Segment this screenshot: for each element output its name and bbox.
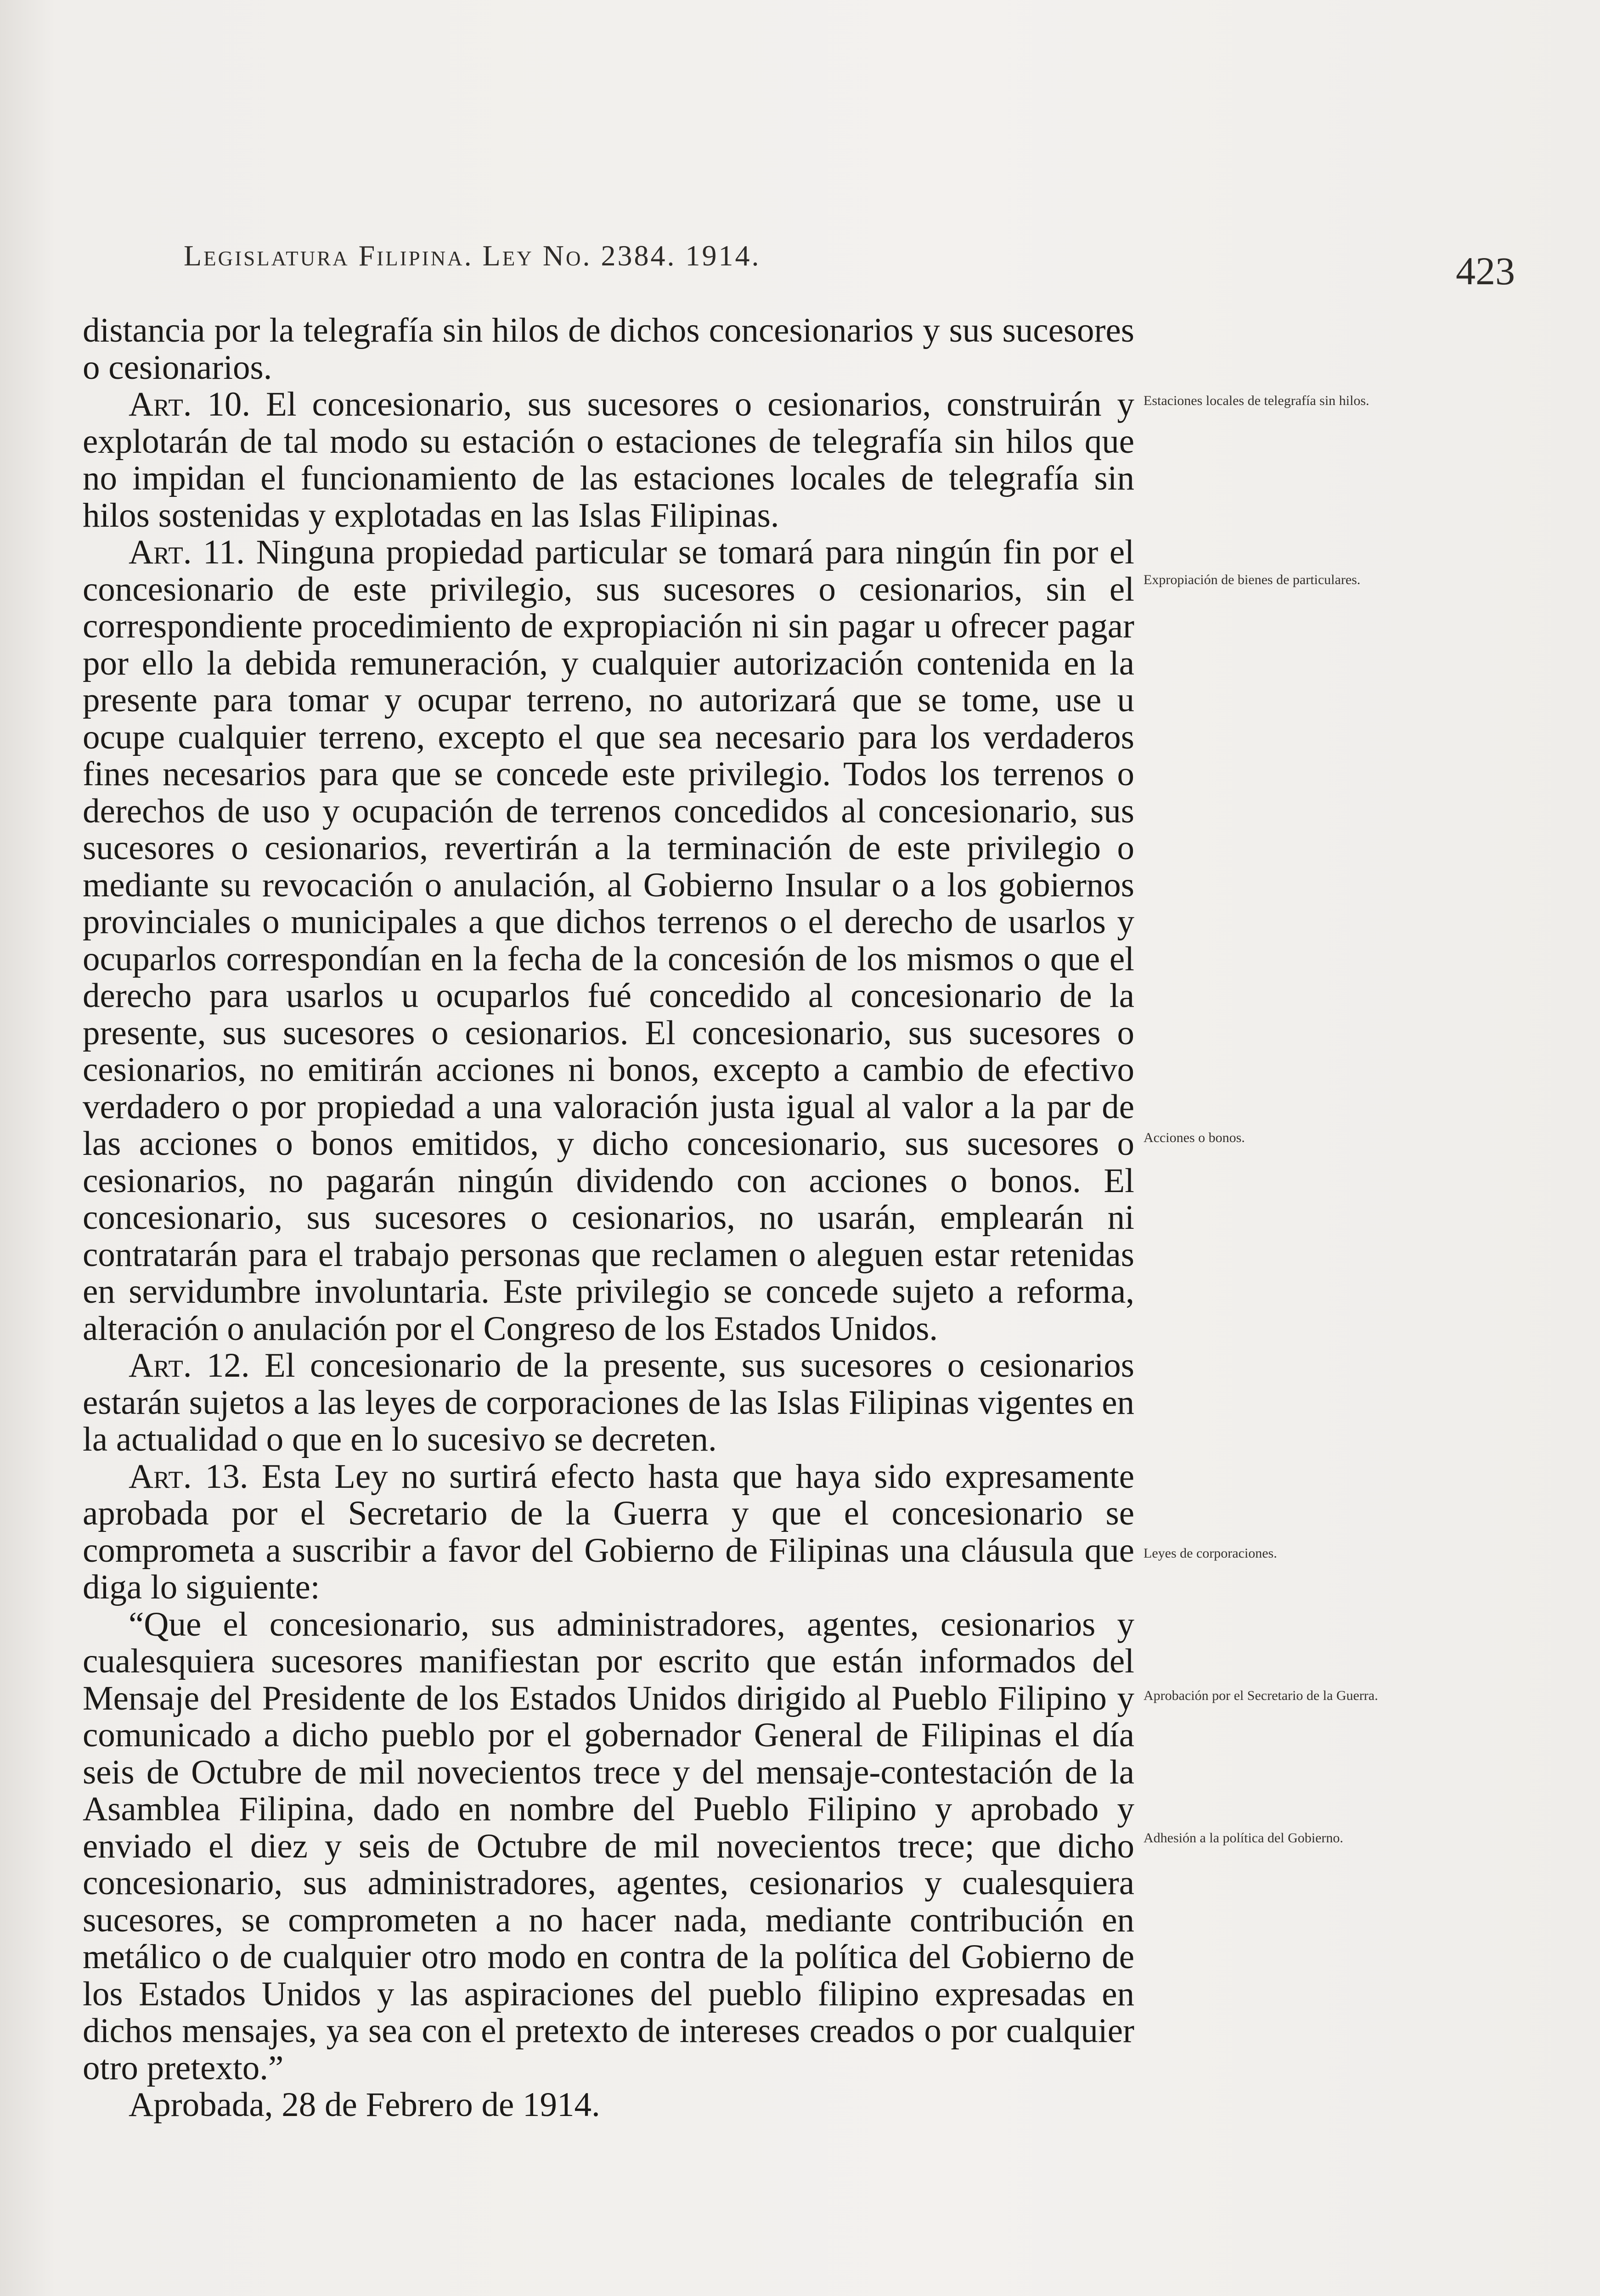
page-number: 423 <box>1456 249 1515 293</box>
article-11-text: Ninguna propiedad particular se tomará para ningún fin por el concesionario de este privilegio, sus sucesores o cesionarios, sin el correspondiente procedimiento de expropiación ni sin pagar u ofrecer pagar por ello la debida remuneración, y cualquier autorización contenida en la presente para tomar y ocupar terreno, no autorizará que se tome, use u ocupe cualquier terreno, excepto el que sea necesario para los verdaderos fines necesarios para que se concede este privilegio. Todos los terrenos o derechos de uso y ocupación de terrenos concedidos al concesionario, sus sucesores o cesionarios, revertirán a la terminación de este privilegio o mediante su revocación o anulación, al Gobierno Insular o a los gobiernos provinciales o municipales a que dichos terrenos o el derecho de usarlos y ocuparlos correspondían en la fecha de la concesión de los mismos o que el derecho para usarlos u ocuparlos fué concedido al concesionario de la presente, sus sucesores o cesionarios. El concesionario, sus sucesores o cesionarios, no emitirán acciones ni bonos, excepto a cambio de efectivo verdadero o por propiedad a una valoración justa igual al valor a la par de las acciones o bonos emitidos, y dicho concesionario, sus sucesores o cesionarios, no pagarán ningún dividendo con acciones o bonos. El concesionario, sus sucesores o cesionarios, no usarán, emplearán ni contratarán para el trabajo personas que reclamen o aleguen estar retenidas en servidumbre involuntaria. Este privilegio se concede sujeto a reforma, alteración o anulación por el Congreso de los Estados Unidos. <box>83 533 1135 1348</box>
margin-note-shares-bonds: Acciones o bonos. <box>1144 1130 1245 1145</box>
article-10 <box>83 386 1134 534</box>
margin-note-war-secretary-approval: Aprobación por el Secretario de la Guerra. <box>1144 1688 1378 1703</box>
article-10-text: El concesionario, sus sucesores o cesionarios, construirán y explotarán de tal modo su estación o estaciones de telegrafía sin hilos que no impidan el funcionamiento de las estaciones locales de telegrafía sin hilos sostenidas y explotadas en las Islas Filipinas. <box>83 385 1134 535</box>
article-12-text: El concesionario de la presente, sus sucesores o cesionarios estarán sujetos a las leyes de corporaciones de las Islas Filipinas vigentes en la actualidad o que en lo sucesivo se decreten. <box>83 1346 1134 1458</box>
article-13-label: Art. 13. <box>129 1457 248 1496</box>
article-13-text: Esta Ley no surtirá efecto hasta que haya sido expresamente aprobada por el Secretario de la Guerra y que el concesionario se comprometa a suscribir a favor del Gobierno de Filipinas una cláusula que diga lo siguiente: <box>83 1457 1134 1606</box>
article-12-label: Art. 12. <box>129 1346 250 1384</box>
margin-note-corporation-laws: Leyes de corporaciones. <box>1144 1546 1277 1561</box>
article-13 <box>83 1458 1134 1606</box>
approval-date: Aprobada, 28 de Febrero de 1914. <box>129 2086 600 2124</box>
body-text <box>83 312 1134 2124</box>
margin-note-telegraphy: Estaciones locales de telegrafía sin hilos. <box>1144 393 1369 408</box>
article-10-label: Art. 10. <box>129 385 251 423</box>
margin-note-government-policy: Adhesión a la política del Gobierno. <box>1144 1830 1343 1846</box>
running-header: Legislatura Filipina. Ley No. 2384. 1914. <box>184 239 761 272</box>
article-12 <box>83 1347 1134 1458</box>
margin-note-expropriation: Expropiación de bienes de particulares. <box>1144 572 1361 587</box>
article-11 <box>83 534 1134 1347</box>
paragraph-continuation: distancia por la telegrafía sin hilos de dichos concesionarios y sus sucesores o cesionarios. <box>83 311 1134 387</box>
article-11-label: Art. 11. <box>129 533 245 571</box>
quoted-clause: “Que el concesionario, sus administradores, agentes, cesionarios y cualesquiera sucesores manifiestan por escrito que están informados del Mensaje del Presidente de los Estados Unidos dirigido al Pueblo Filipino y comunicado a dicho pueblo por el gobernador General de Filipinas el día seis de Octubre de mil novecientos trece y del mensaje-contestación de la Asamblea Filipina, dado en nombre del Pueblo Filipino y aprobado y enviado el diez y seis de Octubre de mil novecientos trece; que dicho concesionario, sus administradores, agentes, cesionarios y cualesquiera sucesores, se comprometen a no hacer nada, mediante contribución en metálico o de cualquier otro modo en contra de la política del Gobierno de los Estados Unidos y las aspiraciones del pueblo filipino expresadas en dichos mensajes, ya sea con el pretexto de intereses creados o por cualquier otro pretexto.” <box>83 1605 1134 2087</box>
